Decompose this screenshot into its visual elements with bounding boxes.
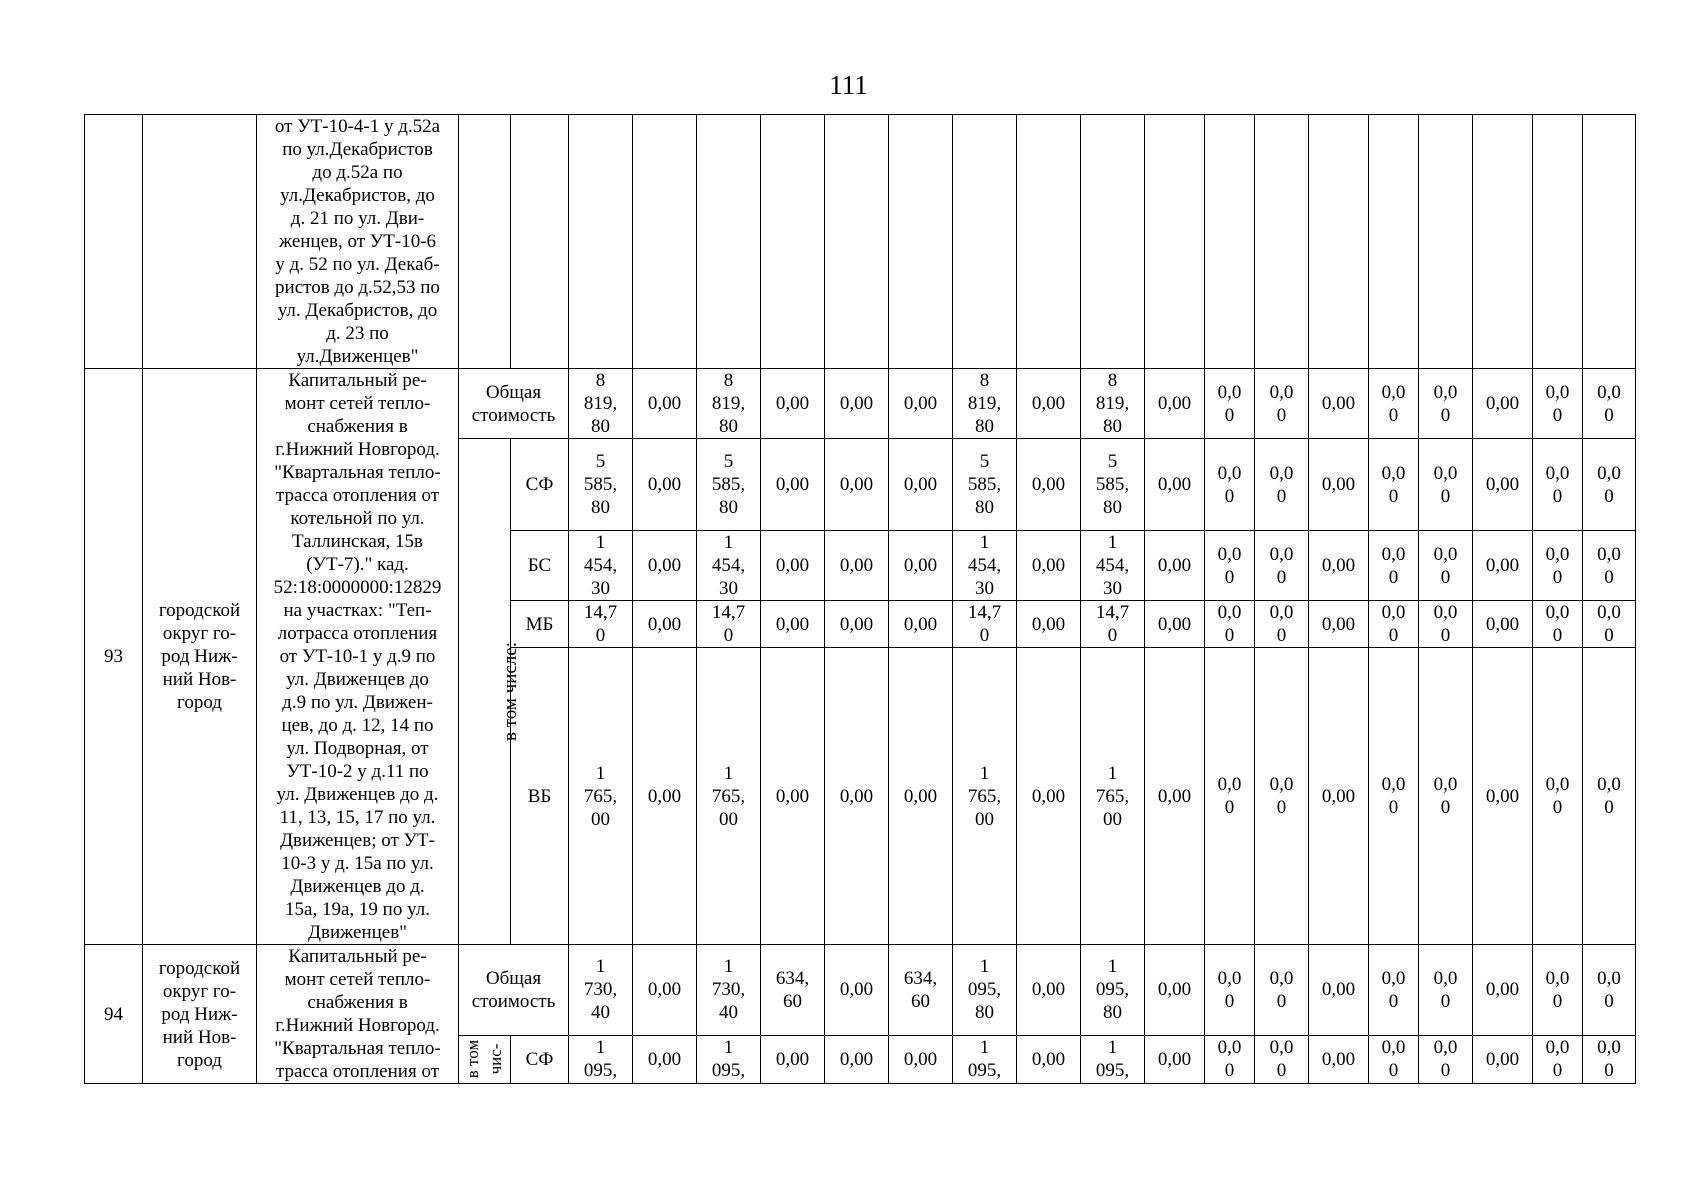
value-cell: 0,00 (761, 1035, 825, 1083)
row-number-cell: 93 (85, 369, 143, 945)
value-cell: 1 095, 80 (1081, 945, 1145, 1036)
description-cell: Капитальный ре- монт сетей тепло- снабжения в г.Нижний Новгород. "Квартальная тепло- трасса отопления от котельной по ул. Таллинская, 15в (УТ-7)." кад. 52:18:0000000:12829 на участках: "Теп- лотрасса отопления от УТ-10-1 у д.9 по ул. Движенцев до д.9 по ул. Движен- цев, до д. 12, 14 по ул. Подворная, от УТ-10-2 у д.11 по ул. Движенцев до д. 11, 13, 15, 17 по ул. Движенцев; от УТ- 10-3 у д. 15а по ул. Движенцев до д. 15а, 19а, 19 по ул. Движенцев" (257, 369, 459, 945)
table-row (85, 115, 1636, 369)
value-cell: 8 819, 80 (953, 369, 1017, 439)
value-cell: 5 585, 80 (953, 439, 1017, 531)
value-cell: 0,00 (889, 1035, 953, 1083)
value-cell: 0,00 (1145, 648, 1205, 945)
value-cell: 0,0 0 (1255, 369, 1309, 439)
value-cell: 0,0 0 (1583, 945, 1636, 1036)
value-cell: 0,0 0 (1255, 648, 1309, 945)
value-cell: 1 454, 30 (569, 531, 633, 601)
value-cell: 0,00 (889, 531, 953, 601)
value-cell (1309, 115, 1369, 369)
including-label-cell (459, 1035, 511, 1083)
value-cell: 0,00 (1473, 648, 1533, 945)
value-cell: 0,00 (1309, 945, 1369, 1036)
including-label: в том чис- (463, 1040, 506, 1079)
description-cell: Капитальный ре- монт сетей тепло- снабжения в г.Нижний Новгород. "Квартальная тепло- трасса отопления от (257, 945, 459, 1084)
value-cell: 1 765, 00 (1081, 648, 1145, 945)
value-cell: 0,0 0 (1533, 648, 1583, 945)
value-cell: 1 765, 00 (953, 648, 1017, 945)
value-cell: 0,0 0 (1369, 1035, 1419, 1083)
value-cell: 0,0 0 (1205, 369, 1255, 439)
value-cell: 0,00 (761, 369, 825, 439)
value-cell: 1 095, (953, 1035, 1017, 1083)
value-cell: 1 765, 00 (569, 648, 633, 945)
value-cell (889, 115, 953, 369)
including-label: в том числе: (500, 641, 522, 742)
value-cell: 0,00 (1473, 945, 1533, 1036)
value-cell: 1 454, 30 (1081, 531, 1145, 601)
funding-source-label: СФ (511, 1035, 569, 1083)
value-cell: 0,00 (1145, 601, 1205, 648)
value-cell (1017, 115, 1081, 369)
value-cell: 0,0 0 (1533, 945, 1583, 1036)
value-cell: 0,00 (761, 648, 825, 945)
table-row (85, 945, 1636, 1036)
value-cell: 0,0 0 (1533, 531, 1583, 601)
value-cell: 8 819, 80 (1081, 369, 1145, 439)
value-cell: 0,00 (889, 439, 953, 531)
value-cell: 0,0 0 (1255, 531, 1309, 601)
value-cell: 0,0 0 (1419, 601, 1473, 648)
value-cell: 0,0 0 (1205, 945, 1255, 1036)
value-cell: 0,00 (633, 945, 697, 1036)
value-cell (1369, 115, 1419, 369)
value-cell (1583, 115, 1636, 369)
value-cell: 0,0 0 (1419, 945, 1473, 1036)
value-cell: 0,0 0 (1205, 531, 1255, 601)
value-cell: 1 730, 40 (569, 945, 633, 1036)
value-cell: 0,0 0 (1205, 439, 1255, 531)
value-cell: 0,0 0 (1369, 945, 1419, 1036)
value-cell (1081, 115, 1145, 369)
value-cell: 0,00 (1145, 945, 1205, 1036)
value-cell: 8 819, 80 (697, 369, 761, 439)
value-cell: 0,0 0 (1533, 439, 1583, 531)
value-cell (1205, 115, 1255, 369)
funding-source-label: БС (511, 531, 569, 601)
total-cost-label: Общая стоимость (459, 369, 569, 439)
value-cell: 0,00 (1145, 1035, 1205, 1083)
value-cell: 0,00 (633, 1035, 697, 1083)
value-cell: 0,00 (1017, 369, 1081, 439)
value-cell: 0,00 (1309, 1035, 1369, 1083)
value-cell: 0,0 0 (1583, 531, 1636, 601)
value-cell: 0,00 (633, 531, 697, 601)
description-cell: от УТ-10-4-1 у д.52а по ул.Декабристов до д.52а по ул.Декабристов, до д. 21 по ул. Дви- женцев, от УТ-10-6 у д. 52 по ул. Декаб- ристов до д.52,53 по ул. Декабристов, до д. 23 по ул.Движенцев" (257, 115, 459, 369)
value-cell: 5 585, 80 (1081, 439, 1145, 531)
value-cell: 0,00 (1309, 531, 1369, 601)
value-cell: 0,0 0 (1205, 648, 1255, 945)
value-cell: 0,00 (761, 601, 825, 648)
value-cell: 0,0 0 (1533, 601, 1583, 648)
total-cost-label: Общая стоимость (459, 945, 569, 1036)
value-cell: 0,0 0 (1255, 439, 1309, 531)
value-cell (1419, 115, 1473, 369)
value-cell: 0,00 (1017, 531, 1081, 601)
funding-source-label: ВБ (511, 648, 569, 945)
value-cell: 14,7 0 (1081, 601, 1145, 648)
value-cell: 1 454, 30 (697, 531, 761, 601)
value-cell: 0,0 0 (1369, 648, 1419, 945)
value-cell (1145, 115, 1205, 369)
value-cell: 0,00 (1017, 945, 1081, 1036)
municipality-cell: городской округ го- род Ниж- ний Нов- город (143, 369, 257, 945)
value-cell: 0,00 (761, 531, 825, 601)
value-cell: 0,0 0 (1533, 1035, 1583, 1083)
value-cell: 1 095, 80 (953, 945, 1017, 1036)
value-cell: 0,0 0 (1255, 601, 1309, 648)
value-cell: 0,0 0 (1583, 369, 1636, 439)
value-cell: 0,0 0 (1419, 369, 1473, 439)
value-cell: 0,00 (633, 369, 697, 439)
table-row (85, 369, 1636, 439)
value-cell: 0,00 (1473, 1035, 1533, 1083)
value-cell: 14,7 0 (697, 601, 761, 648)
value-cell (1533, 115, 1583, 369)
value-cell: 14,7 0 (569, 601, 633, 648)
value-cell: 0,00 (633, 439, 697, 531)
value-cell (1473, 115, 1533, 369)
value-cell: 1 454, 30 (953, 531, 1017, 601)
value-cell: 0,0 0 (1369, 601, 1419, 648)
value-cell: 0,00 (633, 601, 697, 648)
value-cell (569, 115, 633, 369)
value-cell: 0,00 (1145, 369, 1205, 439)
municipality-cell: городской округ го- род Ниж- ний Нов- город (143, 945, 257, 1084)
value-cell: 0,0 0 (1583, 648, 1636, 945)
value-cell: 0,00 (1309, 601, 1369, 648)
value-cell: 0,0 0 (1583, 1035, 1636, 1083)
value-cell: 0,0 0 (1419, 648, 1473, 945)
value-cell: 0,0 0 (1583, 439, 1636, 531)
value-cell: 0,00 (1309, 369, 1369, 439)
page-number: 111 (829, 70, 868, 100)
value-cell: 0,00 (1473, 531, 1533, 601)
municipality-cell (143, 115, 257, 369)
value-cell: 0,00 (1145, 439, 1205, 531)
value-cell: 0,00 (889, 648, 953, 945)
value-cell: 0,00 (1473, 439, 1533, 531)
value-cell: 0,0 0 (1419, 1035, 1473, 1083)
value-cell: 5 585, 80 (569, 439, 633, 531)
value-cell: 0,00 (825, 439, 889, 531)
value-cell: 634, 60 (761, 945, 825, 1036)
value-cell: 0,0 0 (1205, 1035, 1255, 1083)
value-cell: 0,00 (825, 648, 889, 945)
value-cell: 0,00 (1473, 369, 1533, 439)
funding-source-label: СФ (511, 439, 569, 531)
value-cell: 0,00 (825, 1035, 889, 1083)
value-cell: 0,00 (761, 439, 825, 531)
value-cell: 1 765, 00 (697, 648, 761, 945)
value-cell: 0,00 (1017, 648, 1081, 945)
value-cell: 0,0 0 (1255, 1035, 1309, 1083)
value-cell: 0,00 (889, 369, 953, 439)
value-cell: 0,00 (1017, 601, 1081, 648)
value-cell (1255, 115, 1309, 369)
value-cell (511, 115, 569, 369)
value-cell: 0,00 (889, 601, 953, 648)
value-cell: 0,00 (825, 601, 889, 648)
value-cell: 0,00 (825, 531, 889, 601)
value-cell: 0,00 (825, 945, 889, 1036)
row-number-cell: 94 (85, 945, 143, 1084)
value-cell: 0,0 0 (1369, 369, 1419, 439)
value-cell: 0,0 0 (1255, 945, 1309, 1036)
value-cell: 0,00 (1309, 439, 1369, 531)
value-cell: 0,00 (1473, 601, 1533, 648)
value-cell: 0,0 0 (1583, 601, 1636, 648)
value-cell: 5 585, 80 (697, 439, 761, 531)
value-cell: 0,00 (1017, 439, 1081, 531)
value-cell: 1 730, 40 (697, 945, 761, 1036)
value-cell: 0,0 0 (1419, 531, 1473, 601)
value-cell: 0,0 0 (1533, 369, 1583, 439)
value-cell: 0,00 (1017, 1035, 1081, 1083)
value-cell (761, 115, 825, 369)
value-cell (825, 115, 889, 369)
value-cell: 1 095, (1081, 1035, 1145, 1083)
value-cell (697, 115, 761, 369)
value-cell: 0,0 0 (1369, 531, 1419, 601)
row-number-cell (85, 115, 143, 369)
funding-source-label: МБ (511, 601, 569, 648)
value-cell: 0,00 (633, 648, 697, 945)
value-cell: 0,0 0 (1369, 439, 1419, 531)
value-cell (953, 115, 1017, 369)
value-cell: 0,0 0 (1205, 601, 1255, 648)
value-cell: 8 819, 80 (569, 369, 633, 439)
value-cell: 0,0 0 (1419, 439, 1473, 531)
including-label-cell (459, 439, 522, 945)
value-cell: 0,00 (825, 369, 889, 439)
value-cell (633, 115, 697, 369)
value-cell: 634, 60 (889, 945, 953, 1036)
value-cell: 1 095, (569, 1035, 633, 1083)
value-cell: 0,00 (1145, 531, 1205, 601)
value-cell: 0,00 (1309, 648, 1369, 945)
value-cell: 14,7 0 (953, 601, 1017, 648)
budget-table (84, 114, 1636, 1084)
value-cell: 1 095, (697, 1035, 761, 1083)
value-cell (459, 115, 511, 369)
